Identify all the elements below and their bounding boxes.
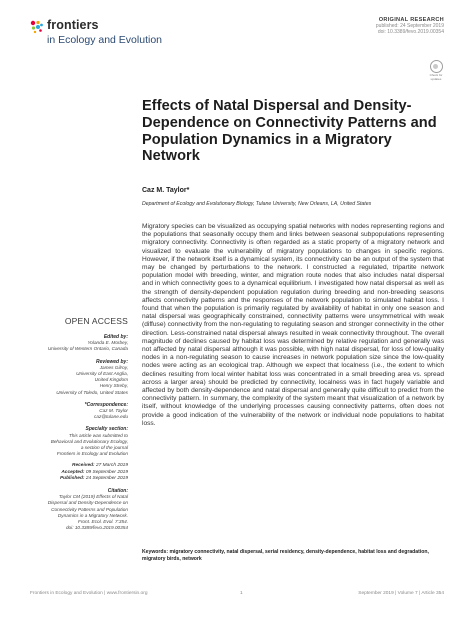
crossmark-icon [430, 60, 443, 73]
citation-doi[interactable]: doi: 10.3389/fevo.2019.00354 [65, 525, 128, 531]
article-meta-header [376, 17, 444, 36]
correspondence-name: Caz M. Taylor [99, 408, 128, 414]
reviewer-line: University of Toledo, United States [56, 389, 128, 395]
published-label: Published: [59, 475, 85, 481]
published-row [30, 476, 128, 482]
author-name[interactable]: Caz M. Taylor* [142, 187, 190, 194]
citation-line: Dynamics in a Migratory Network. [57, 512, 128, 518]
brand-name: frontiers [47, 18, 99, 32]
article-type: ORIGINAL RESEARCH [378, 17, 444, 23]
citation-line: Connectivity Patterns and Population [51, 506, 128, 512]
journal-name: in Ecology and Evolution [47, 34, 162, 46]
crossmark-button[interactable] [428, 60, 444, 84]
reviewer-line: Henry Streby, [99, 383, 128, 389]
specialty-line: This article was submitted to [68, 432, 128, 438]
reviewer-line: James Gilroy, [99, 364, 128, 370]
article-title: Effects of Natal Dispersal and Density-Dependence on Connectivity Patterns and Population Dynamics in a Migratory Network [142, 98, 437, 165]
page-footer [30, 591, 444, 599]
keywords-list: migratory connectivity, natal dispersal, serial residency, density-dependence, habitat loss and degradation, migratory birds, network [142, 549, 429, 562]
footer-issue-info: September 2019 | Volume 7 | Article 354 [358, 591, 444, 596]
specialty-block [30, 426, 128, 457]
specialty-line: Frontiers in Ecology and Evolution [56, 451, 128, 457]
accepted-date: 09 September 2019 [85, 469, 128, 475]
citation-line: Dispersal and Density-Dependence on [47, 500, 128, 506]
edited-by-label: Edited by: [103, 334, 128, 340]
correspondence-email[interactable]: caz@tulane.edu [94, 414, 128, 420]
accepted-label: Accepted: [61, 469, 85, 475]
page-number: 1 [240, 591, 243, 596]
received-date: 27 March 2019 [96, 463, 128, 469]
published-date: published: 24 September 2019 [375, 23, 444, 29]
specialty-line: a section of the journal [80, 445, 128, 451]
citation-line: Taylor CM (2019) Effects of Natal [58, 494, 128, 500]
edited-by-block [30, 334, 128, 353]
citation-block [30, 488, 128, 531]
journal-logo[interactable] [30, 18, 190, 52]
specialty-line: Behavioral and Evolutionary Ecology, [50, 438, 128, 444]
abstract-text: Migratory species can be visualized as occupying spatial networks with nodes representing regions and the populations that seasonally occupy them and links between seasonal subpopulations representing migratory connectivity. Connectivity is often regarded as a static property of a migratory network and visualized to evaluate the vulnerability of migratory populations to changes in specific regions. However, if the network itself is a dynamical system, its connectivity can be an output of the system that may be changed by perturbations to the network. I constructed a regulated, tripartite network population model with breeding, winter, and migration route nodes that also includes natal dispersal and in which connectivity goes to a dynamical equilibrium. I investigated how natal dispersal as well as the strength of density-dependent population regulation during breeding and non-breeding seasons affects connectivity patterns and the responses of the network population to simulated habitat loss. I found that when the population is primarily regulated by availability of habitat in only one season and natal dispersal was geographically constrained, connectivity patterns were unsymmetrical with weak (diffuse) connectivity from the non-regulating to regulating season and stronger connectivity in the other direction. Less-constrained natal dispersal always resulted in weak connectivity throughout. The overall magnitude of declines caused by habitat loss was determined by relative regulation and generally was not affected by natal dispersal although it was possible, with high natal dispersal, for loss of low-quality nodes in a non-regulating season to cause increases in network population size since the low-quality nodes were acting as an ecological trap. Although we expect that localness (i.e., the extent to which declines resulting from local winter habitat loss was concentrated in a small breeding area vs. spread across a larger area) should be predicted by connectivity, localness was in fact hugely variable and affected by both density-dependence and natal dispersal and generally quite difficult to predict from the connectivity pattern. In summary, the complexity of the system meant that visualization of a network by itself, without knowledge of the underlying processes causing connectivity patterns, often does not provide a good indication of the vulnerability of the network or individual node populations to habitat loss. [142, 223, 444, 427]
crossmark-label: Check for updates [429, 73, 443, 81]
correspondence-block [30, 402, 128, 421]
reviewed-by-block [30, 359, 128, 396]
doi-link[interactable]: doi: 10.3389/fevo.2019.00354 [377, 29, 444, 36]
author-affiliation: Department of Ecology and Evolutionary Biology, Tulane University, New Orleans, LA, United States [142, 201, 372, 207]
article-sidebar [30, 316, 128, 537]
editor-line: Yolanda E. Morbey, [87, 340, 128, 346]
keywords [142, 549, 444, 563]
footer-journal-link[interactable]: Frontiers in Ecology and Evolution | www.frontiersin.org [30, 591, 148, 596]
reviewer-line: United Kingdom [94, 377, 128, 383]
editor-line: University of Western Ontario, Canada [47, 346, 128, 352]
reviewed-by-label: Reviewed by: [96, 358, 128, 365]
published-date-sidebar: 24 September 2019 [85, 475, 128, 481]
frontiers-logo-icon [30, 20, 44, 34]
citation-label: Citation: [107, 488, 128, 495]
correspondence-label: *Correspondence: [84, 401, 128, 408]
citation-line: Front. Ecol. Evol. 7:354. [77, 519, 128, 525]
reviewer-line: University of East Anglia, [76, 371, 128, 377]
specialty-label: Specialty section: [85, 426, 128, 433]
keywords-label: Keywords: [142, 549, 169, 555]
open-access-label: OPEN ACCESS [64, 316, 128, 326]
received-label: Received: [71, 463, 95, 469]
dates-block [30, 463, 128, 482]
